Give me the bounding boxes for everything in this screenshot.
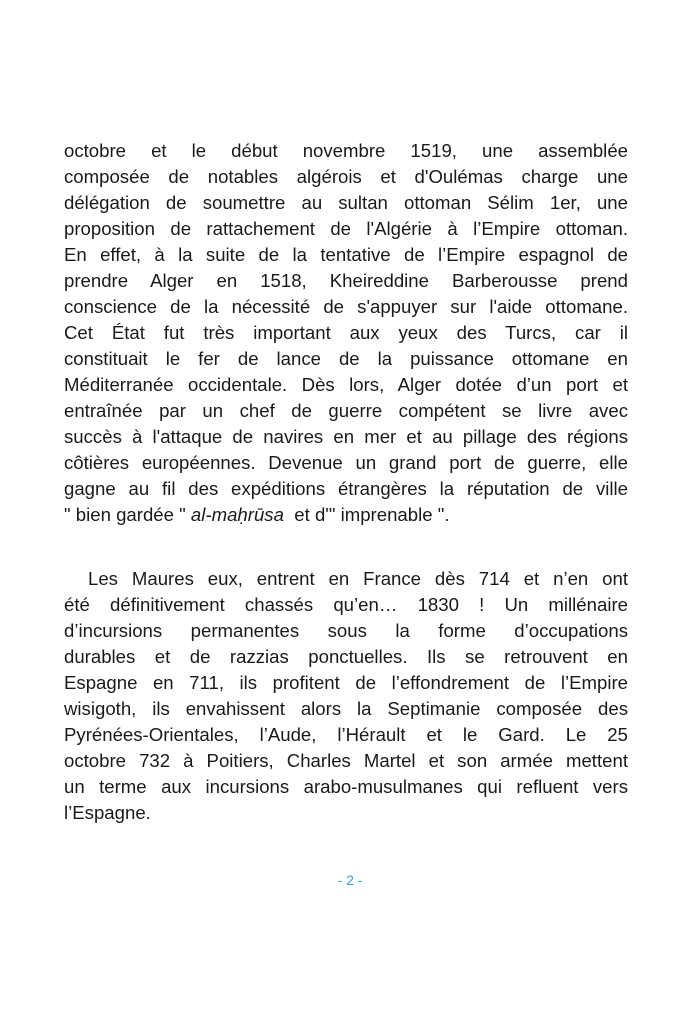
paragraph-2-line: d’incursions permanentes sous la forme d’occupations [64,620,628,641]
paragraph-1-line: côtières européennes. Devenue un grand port de guerre, elle [64,452,628,473]
paragraph-1-line: En effet, à la suite de la tentative de l’Empire espagnol de [64,244,628,265]
paragraph-2-line: Espagne en 711, ils profitent de l’effondrement de l’Empire [64,672,628,693]
page-number: - 2 - [337,872,363,888]
paragraph-1 [64,138,628,528]
paragraph-1-line: succès à l'attaque de navires en mer et au pillage des régions [64,426,628,447]
paragraph-2 [64,566,628,826]
paragraph-1-line: prendre Alger en 1518, Kheireddine Barberousse prend [64,270,628,291]
paragraph-1-line: composée de notables algérois et d'Oulémas charge une [64,166,628,187]
paragraph-1-line: entraînée par un chef de guerre compétent se livre avec [64,400,628,421]
paragraph-1-line: proposition de rattachement de l'Algérie à l’Empire ottoman. [64,218,628,239]
paragraph-2-line: un terme aux incursions arabo-musulmanes qui refluent vers [64,776,628,797]
paragraph-1-last-line [64,502,628,528]
paragraph-1-line: gagne au fil des expéditions étrangères la réputation de ville [64,478,628,499]
paragraph-1-line: Cet État fut très important aux yeux des Turcs, car il [64,322,628,343]
paragraph-2-line: été définitivement chassés qu’en… 1830 ! Un millénaire [64,594,628,615]
last-line-after: et d'" imprenable ". [283,504,450,525]
paragraph-2-line: l’Espagne. [64,802,151,823]
paragraph-2-line: Pyrénées-Orientales, l’Aude, l’Hérault et le Gard. Le 25 [64,724,628,745]
paragraph-1-line: délégation de soumettre au sultan ottoman Sélim 1er, une [64,192,628,213]
paragraph-1-line: octobre et le début novembre 1519, une assemblée [64,140,628,161]
paragraph-1-line: Méditerranée occidentale. Dès lors, Alger dotée d’un port et [64,374,628,395]
paragraph-1-line: conscience de la nécessité de s'appuyer sur l'aide ottomane. [64,296,628,317]
paragraph-1-line: constituait le fer de lance de la puissance ottomane en [64,348,628,369]
paragraph-2-line: octobre 732 à Poitiers, Charles Martel et son armée mettent [64,750,628,771]
last-line-before: " bien gardée " [64,504,191,525]
paragraph-2-line: wisigoth, ils envahissent alors la Septimanie composée des [64,698,628,719]
italic-term: al-maḥrūsa [190,504,284,525]
paragraph-2-line: Les Maures eux, entrent en France dès 714 et n’en ont [88,568,628,589]
paragraph-2-line: durables et de razzias ponctuelles. Ils se retrouvent en [64,646,628,667]
